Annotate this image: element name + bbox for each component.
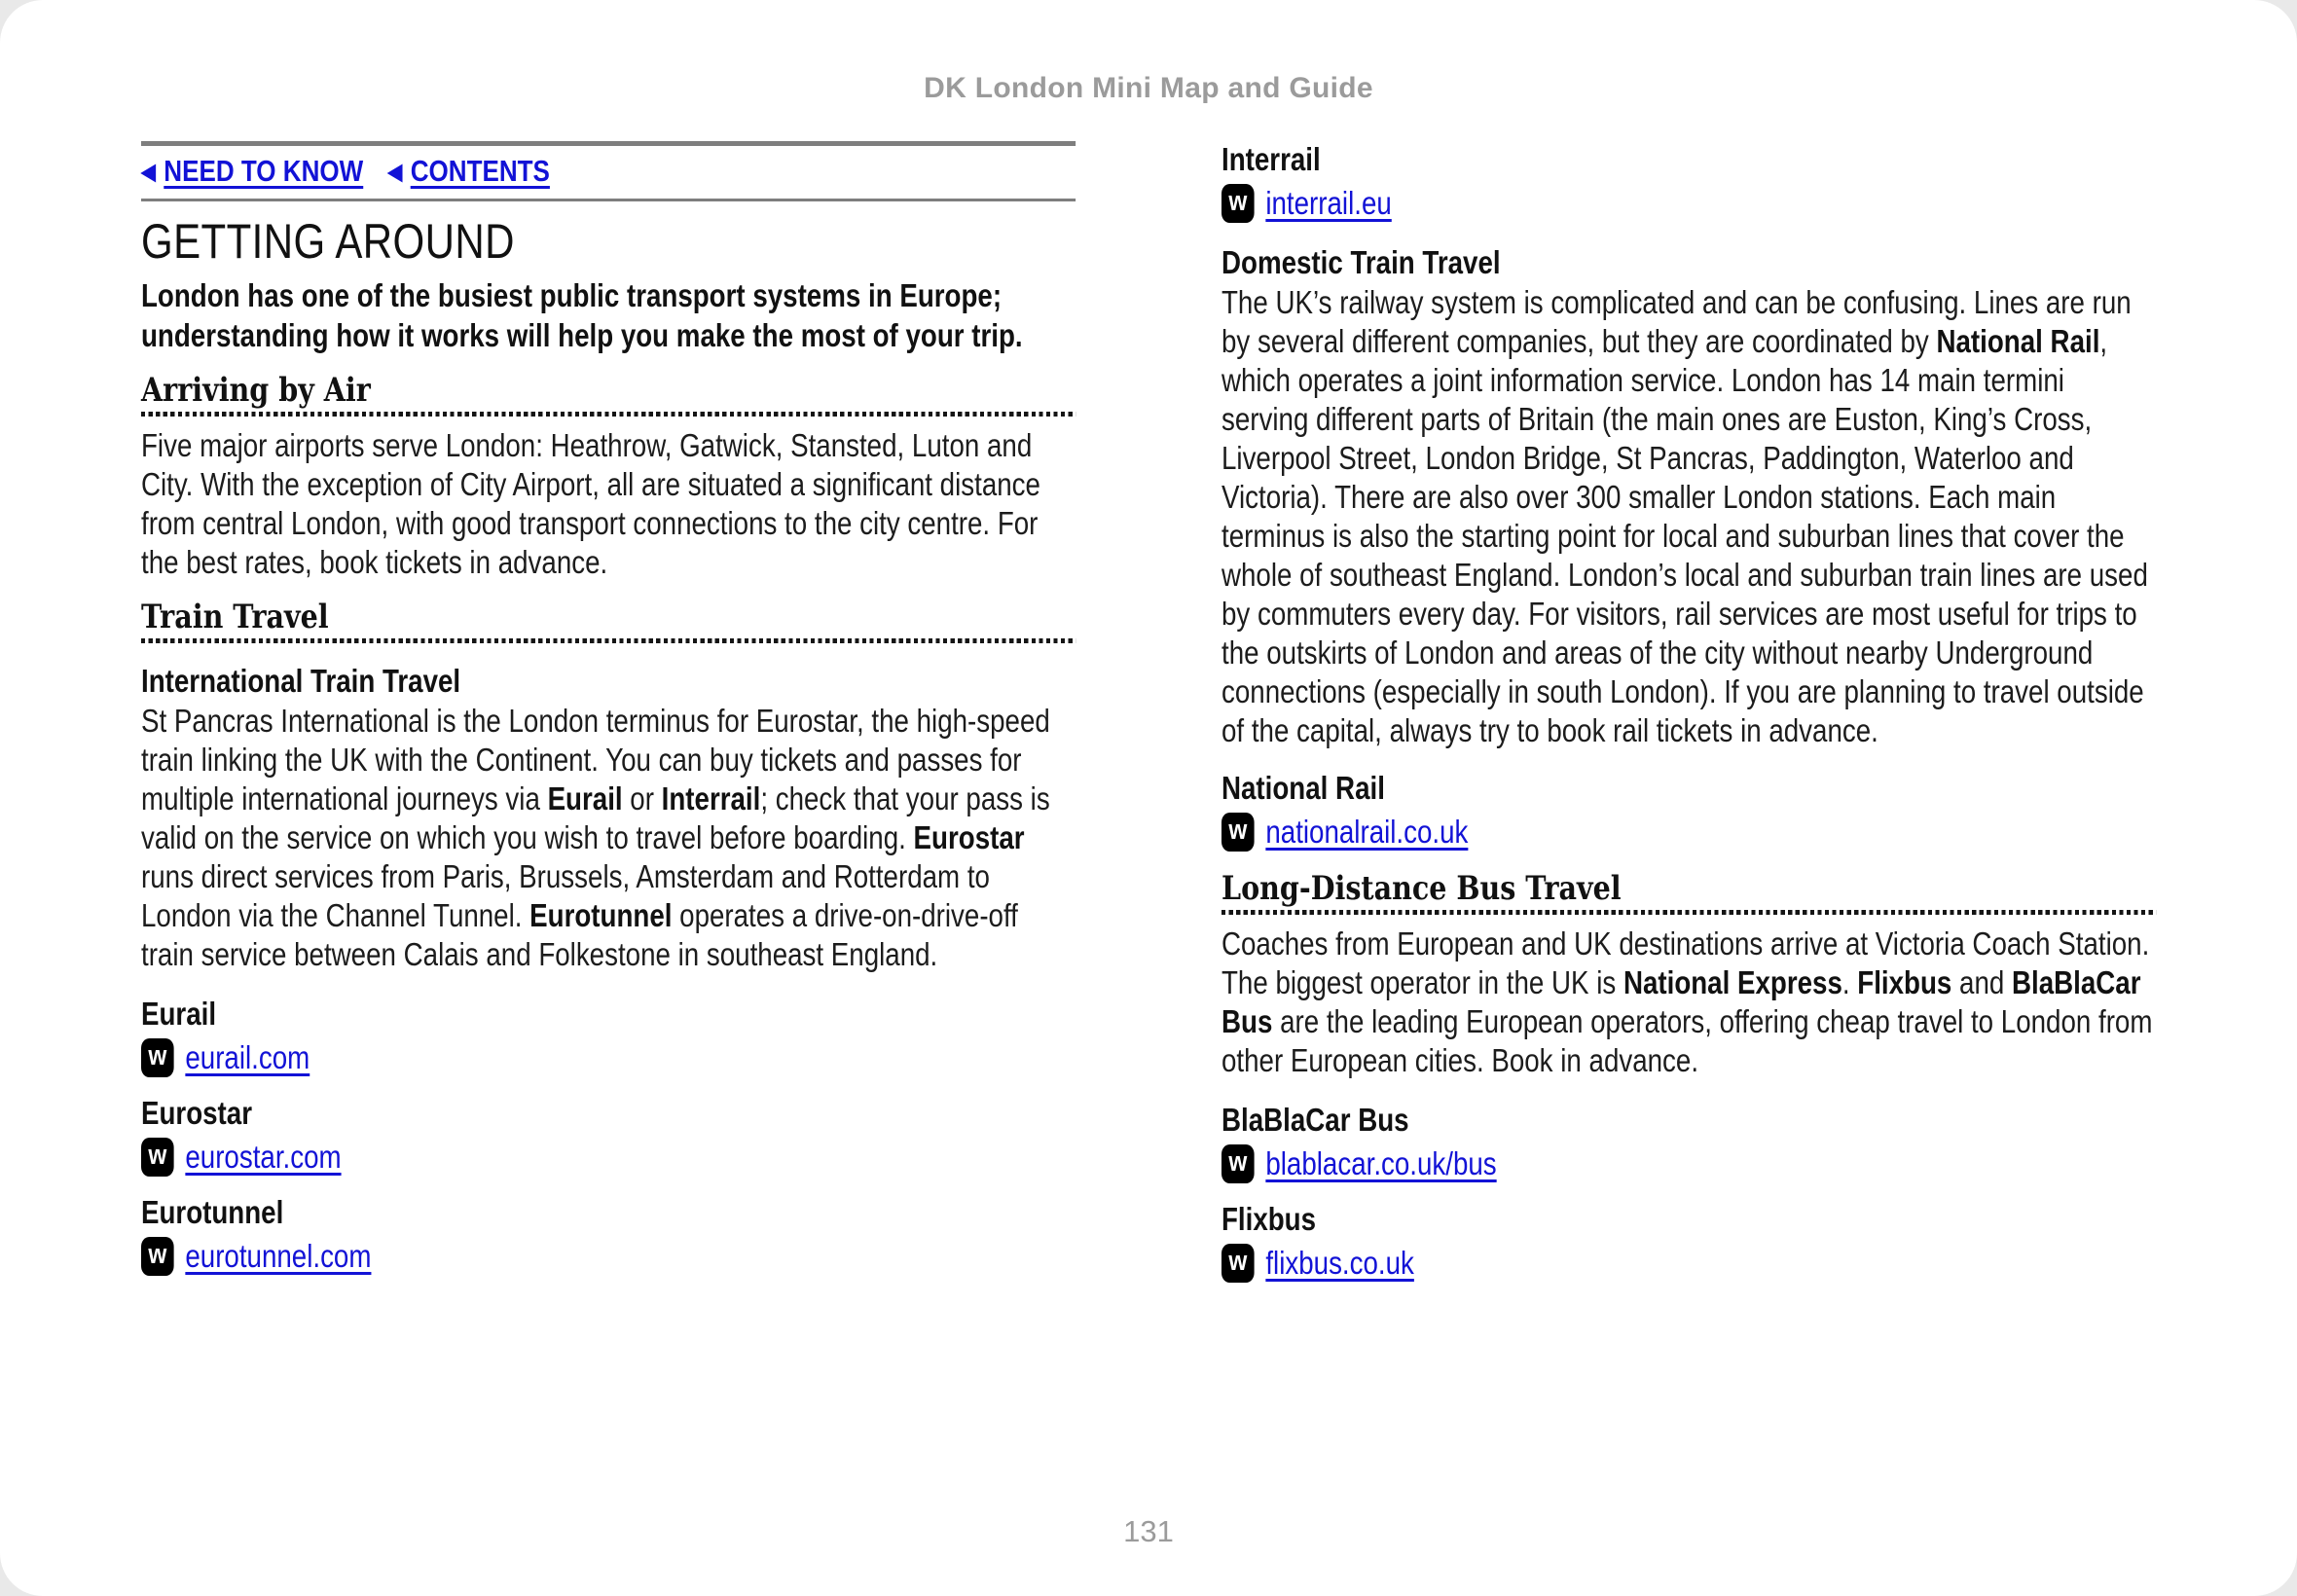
link-row xyxy=(1221,811,2156,853)
link-row xyxy=(1221,1143,2156,1185)
entry-blablacar-bus xyxy=(1221,1102,2156,1185)
link-eurail-com[interactable]: eurail.com xyxy=(185,1039,310,1075)
web-icon: w xyxy=(141,1237,174,1276)
link-eurostar-com[interactable]: eurostar.com xyxy=(185,1139,342,1175)
entry-name: Eurotunnel xyxy=(141,1194,284,1230)
subsection-heading-international-train-travel: International Train Travel xyxy=(141,663,461,699)
entry-name: National Rail xyxy=(1221,770,1385,806)
link-interrail-eu[interactable]: interrail.eu xyxy=(1265,185,1392,221)
entry-national-rail xyxy=(1221,770,2156,853)
link-row xyxy=(1221,182,2156,225)
content-columns xyxy=(141,141,2156,1285)
web-icon: w xyxy=(1221,1244,1255,1283)
entry-name: Flixbus xyxy=(1221,1201,1317,1237)
link-row xyxy=(1221,1242,2156,1285)
breadcrumb-nav xyxy=(141,146,1076,199)
page-title: GETTING AROUND xyxy=(141,214,515,269)
link-row xyxy=(141,1136,1076,1179)
nav-link-label: NEED TO KNOW xyxy=(164,154,364,188)
link-row xyxy=(141,1235,1076,1278)
entry-name: BlaBlaCar Bus xyxy=(1221,1102,1409,1138)
nav-link-label: CONTENTS xyxy=(410,154,550,188)
document-title: DK London Mini Map and Guide xyxy=(924,72,1373,104)
nav-link-contents[interactable] xyxy=(387,154,549,189)
section-long-distance-bus-travel xyxy=(1221,871,2156,1285)
paragraph: Coaches from European and UK destinations arrive at Victoria Coach Station. The biggest operator in the UK is National Express. Flixbus and BlaBlaCar Bus are the leading European operators, offering cheap travel to London from other European cities. Book in advance. xyxy=(1221,925,2153,1078)
entry-name: Interrail xyxy=(1221,141,1321,177)
link-row xyxy=(141,1036,1076,1079)
entry-eurostar xyxy=(141,1095,1076,1179)
web-icon: w xyxy=(141,1138,174,1177)
link-eurotunnel-com[interactable]: eurotunnel.com xyxy=(185,1238,372,1274)
link-flixbus-co-uk[interactable]: flixbus.co.uk xyxy=(1265,1245,1414,1281)
section-heading: Train Travel xyxy=(141,598,329,636)
web-icon: w xyxy=(1221,184,1255,223)
divider-bottom xyxy=(141,199,1076,201)
section-arriving-by-air xyxy=(141,373,1076,582)
link-blablacar-co-uk-bus[interactable]: blablacar.co.uk/bus xyxy=(1265,1145,1497,1181)
paragraph: St Pancras International is the London terminus for Eurostar, the high-speed train linking the UK with the Continent. You can buy tickets and passes for multiple international journeys via Eurail or Interrail; check that your pass is valid on the service on which you wish to travel before boarding. Eurostar runs direct services from Paris, Brussels, Amsterdam and Rotterdam to London via the Channel Tunnel. Eurotunnel operates a drive-on-drive-off train service between Calais and Folkestone in southeast England. xyxy=(141,703,1050,972)
right-column xyxy=(1221,141,2156,1285)
dotted-divider xyxy=(141,412,1076,417)
section-train-travel xyxy=(141,599,1076,1278)
dotted-divider xyxy=(1221,910,2156,915)
entry-name: Eurail xyxy=(141,996,217,1032)
web-icon: w xyxy=(141,1038,174,1077)
left-column xyxy=(141,141,1076,1278)
back-arrow-icon: ◀ xyxy=(387,158,403,184)
paragraph: Five major airports serve London: Heathrow, Gatwick, Stansted, Luton and City. With the exception of City Airport, all are situated a significant distance from central London, with good transport connections to the city centre. For the best rates, book tickets in advance. xyxy=(141,427,1040,580)
subsection-heading-domestic-train-travel: Domestic Train Travel xyxy=(1221,244,1501,280)
entry-interrail xyxy=(1221,141,2156,225)
section-heading: Arriving by Air xyxy=(141,371,371,410)
entry-eurail xyxy=(141,996,1076,1079)
section-heading: Long-Distance Bus Travel xyxy=(1221,869,1622,908)
dotted-divider xyxy=(141,638,1076,643)
back-arrow-icon: ◀ xyxy=(141,158,156,184)
intro-text: London has one of the busiest public transport systems in Europe; understanding how it works will help you make the most of your trip. xyxy=(141,277,1023,353)
link-nationalrail-co-uk[interactable]: nationalrail.co.uk xyxy=(1265,814,1469,850)
nav-link-need-to-know[interactable] xyxy=(141,154,363,189)
entry-name: Eurostar xyxy=(141,1095,253,1131)
page-number: 131 xyxy=(1123,1514,1174,1548)
paragraph: The UK’s railway system is complicated and can be confusing. Lines are run by several different companies, but they are coordinated by National Rail, which operates a joint information service. London has 14 main termini serving different parts of Britain (the main ones are Euston, King’s Cross, Liverpool Street, London Bridge, St Pancras, Paddington, Waterloo and Victoria). There are also over 300 smaller London stations. Each main terminus is also the starting point for local and suburban lines that cover the whole of southeast England. London’s local and suburban train lines are used by commuters every day. For visitors, rail services are most useful for trips to the outskirts of London and areas of the city without nearby Underground connections (especially in south London). If you are planning to travel outside of the capital, always try to book rail tickets in advance. xyxy=(1221,284,2148,748)
entry-eurotunnel xyxy=(141,1194,1076,1278)
web-icon: w xyxy=(1221,1144,1255,1183)
entry-flixbus xyxy=(1221,1201,2156,1285)
web-icon: w xyxy=(1221,813,1255,852)
